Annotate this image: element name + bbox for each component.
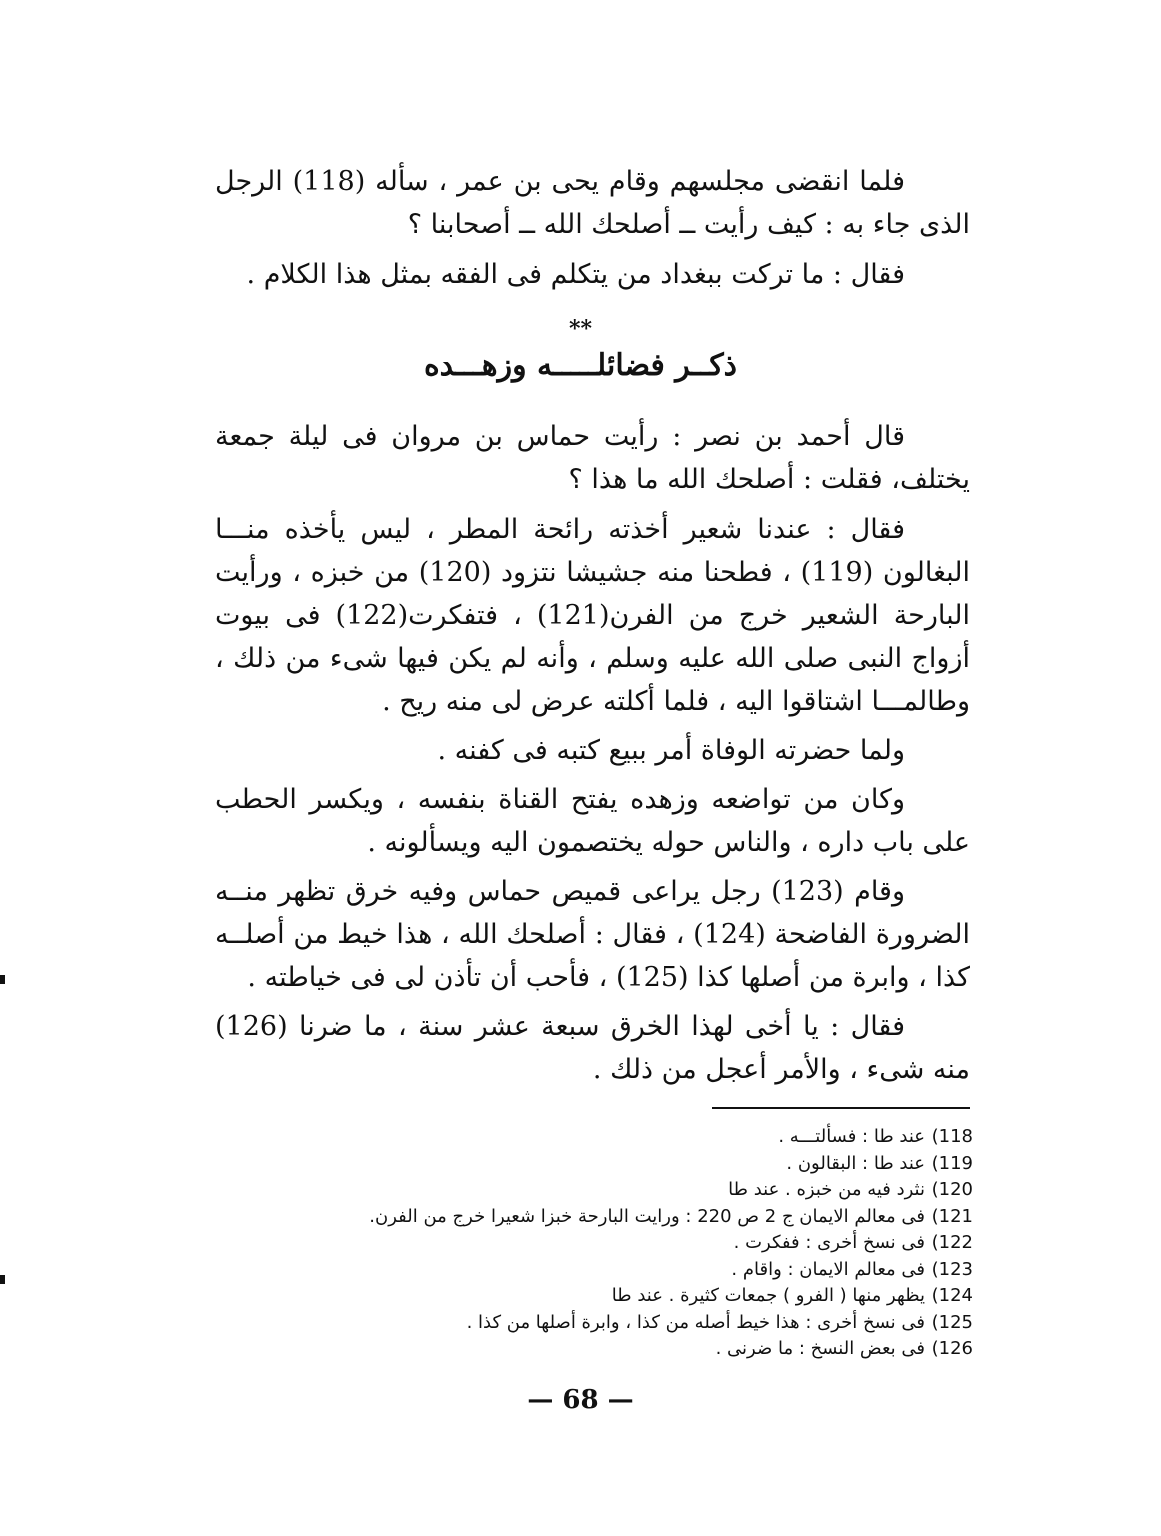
section-separator-stars: **: [568, 316, 592, 342]
footnote-text: فى بعض النسخ : ما ضرنى .: [715, 1338, 925, 1359]
footnote-number: 120): [931, 1179, 973, 1200]
footnote-item: [225, 1177, 973, 1204]
footnote-item: [225, 1283, 973, 1310]
footnote-text: فى معالم الايمان ج 2 ص 220 : ورايت البارحة خبزا شعيرا خرج من الفرن.: [369, 1205, 925, 1227]
footnote-text: فى نسخ أخرى : هذا خيط أصله من كذا ، وابرة أصلها من كذا .: [466, 1311, 925, 1333]
footnotes: [225, 1124, 973, 1363]
paragraph-6: وكان من تواضعه وزهده يفتح القناة بنفسه ، ويكسر الحطب على باب داره ، والناس حوله يختصمون اليه ويسألونه .: [215, 784, 970, 858]
footnote-divider: [712, 1107, 970, 1109]
footnote-number: 125): [931, 1311, 973, 1333]
paragraph-1: فلما انقضى مجلسهم وقام يحى بن عمر ، سأله (118) الرجل الذى جاء به : كيف رأيت ــ أصلحك الله ــ أصحابنا ؟: [215, 166, 970, 240]
footnote-number: 126): [931, 1338, 973, 1359]
scan-edge-mark: [0, 975, 5, 984]
footnote-item: [225, 1310, 973, 1337]
body-text-main: [215, 415, 970, 1091]
footnote-number: 123): [931, 1258, 973, 1280]
scan-edge-mark: [0, 1275, 5, 1284]
footnote-text: يظهر منها ( الفرو ) جمعات كثيرة . عند طا: [611, 1285, 925, 1306]
paragraph-2: فقال : ما تركت ببغداد من يتكلم فى الفقه بمثل هذا الكلام .: [246, 259, 905, 290]
footnote-item: [225, 1336, 973, 1363]
footnote-number: 124): [931, 1285, 973, 1306]
footnote-number: 121): [931, 1205, 973, 1227]
footnote-item: [225, 1124, 973, 1151]
footnote-text: نثرد فيه من خبزه . عند طا: [728, 1179, 925, 1200]
paragraph-7: وقام (123) رجل يراعى قميص حماس وفيه خرق تظهر منــه الضرورة الفاضحة (124) ، فقال : أصلحك الله ، هذا خيط من أصلــه كذا ، وابرة من أصلها كذا (125) ، فأحب أن تأذن لى فى خياطته .: [215, 876, 971, 993]
footnote-item: [225, 1151, 973, 1178]
section-heading: ذكــر فضائلـــــه وزهـــده: [423, 348, 738, 383]
footnote-number: 122): [931, 1232, 973, 1253]
paragraph-8: فقال : يا أخى لهذا الخرق سبعة عشر سنة ، ما ضرنا (126) منه شىء ، والأمر أعجل من ذلك .: [215, 1011, 970, 1085]
footnote-text: فى معالم الايمان : واقام .: [731, 1258, 925, 1280]
footnote-item: [225, 1230, 973, 1257]
page-number: — 68 —: [527, 1385, 634, 1415]
footnote-item: [225, 1204, 973, 1231]
paragraph-5: ولما حضرته الوفاة أمر ببيع كتبه فى كفنه .: [437, 735, 905, 766]
footnote-text: عند طا : فسألتـــه .: [778, 1126, 925, 1147]
paragraph-4: فقال : عندنا شعير أخذته رائحة المطر ، ليس يأخذه منـــا البغالون (119) ، فطحنا منه جشيشا نتزود (120) من خبزه ، ورأيت البارحة الشعير خرج من الفرن(121) ، فتفكرت(122) فى بيوت أزواج النبى صلى الله عليه وسلم ، وأنه لم يكن فيها شىء من ذلك ، وطالمـــا اشتاقوا اليه ، فلما أكلته عرض لى منه ريح .: [215, 514, 971, 717]
footnote-text: فى نسخ أخرى : ففكرت .: [733, 1232, 925, 1253]
paragraph-3: قال أحمد بن نصر : رأيت حماس بن مروان فى ليلة جمعة يختلف، فقلت : أصلحك الله ما هذا ؟: [215, 421, 970, 495]
footnote-item: [225, 1257, 973, 1284]
footnote-number: 118): [931, 1126, 973, 1147]
footnote-text: عند طا : البقالون .: [786, 1152, 925, 1174]
body-text-top: [215, 160, 970, 296]
footnote-number: 119): [931, 1152, 973, 1174]
